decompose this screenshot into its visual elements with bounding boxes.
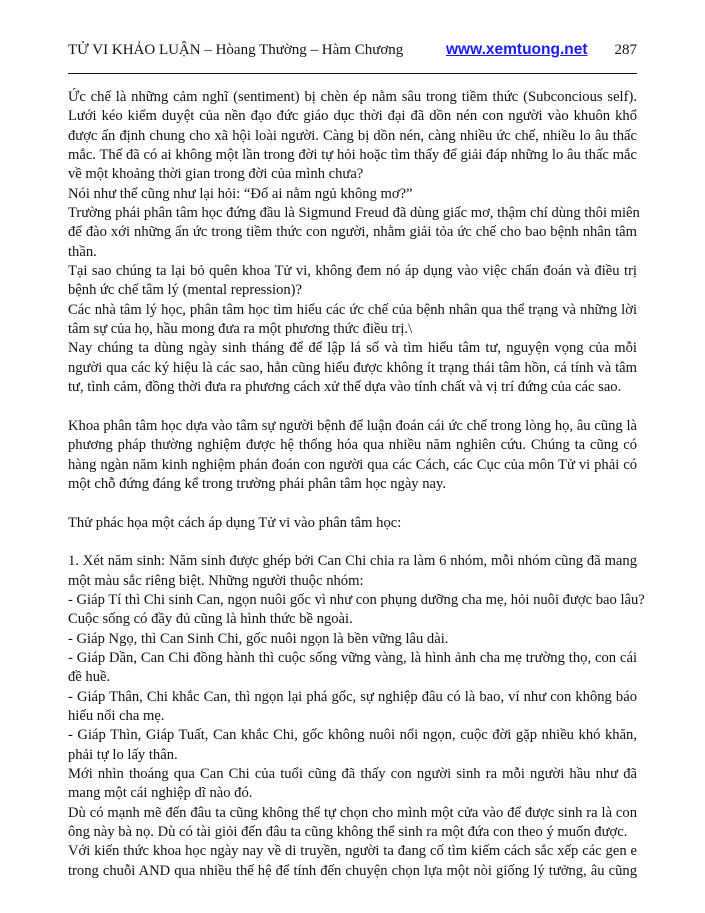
text-line: ông này bà nọ. Dù có tài giỏi đến đâu ta cũng không thể sinh ra một đứa con theo ý muốn được. [68, 824, 628, 841]
text-line: - Giáp Thìn, Giáp Tuất, Can khắc Chi, gốc không nuôi nổi ngọn, cuộc đời gặp nhiều khó khăn, [68, 727, 637, 744]
website-link[interactable]: www.xemtuong.net [446, 41, 588, 58]
text-line: được ấn định chung cho xã hội loài người. Càng bị dồn nén, càng nhiều ức chế, nhiều lo âu thấc [68, 127, 637, 144]
text-line: Với kiến thức khoa học ngày nay về di truyền, người ta đang cố tìm kiếm cách sắc xếp các gen e [68, 843, 637, 860]
text-line: một màu sắc riêng biệt. Những người thuộc nhóm: [68, 572, 364, 589]
text-line: - Giáp Ngọ, thì Can Sinh Chi, gốc nuôi ngọn là bền vững lâu dài. [68, 630, 449, 647]
text-line: tư, tình cảm, đồng thời đưa ra phương cách xử thế dựa vào tính chất và vị trí đứng của các sao. [68, 379, 622, 396]
document-body [68, 88, 645, 881]
text-line: Cuộc sống có đầy đủ cũng là hình thức bề ngoài. [68, 611, 353, 628]
paragraph [68, 649, 637, 688]
paragraph [68, 514, 637, 533]
text-line: phương pháp thường nghiệm được hệ thống hóa qua nhiều năm nghiên cứu. Chúng ta cũng có [68, 437, 637, 454]
text-line: Trường phái phân tâm học đứng đầu là Sigmund Freud đã dùng giấc mơ, thậm chí dùng thôi miên [68, 205, 640, 222]
text-line: Dù có mạnh mẽ đến đâu ta cũng không thể tự chọn cho mình một cửa vào để được sinh ra là con [68, 804, 637, 821]
paragraph [68, 88, 637, 185]
text-line: một chỗ đứng đáng kể trong trường phái phân tâm học ngày nay. [68, 475, 447, 492]
text-line: đề huề. [68, 669, 111, 686]
header-divider [68, 73, 637, 74]
paragraph [68, 185, 637, 204]
paragraph [68, 262, 637, 301]
text-line: Tại sao chúng ta lại bỏ quên khoa Tử vi, không đem nó áp dụng vào việc chẩn đoán và điều trị [68, 263, 637, 280]
text-line: Mới nhìn thoáng qua Can Chi của tuổi cũng đã thấy con người sinh ra mỗi người hầu như đã [68, 766, 637, 783]
paragraph [68, 688, 637, 727]
text-line: mắc. Thế đã có ai không một lần trong đời tự hỏi hoặc tìm thấy để giải đáp những lo âu thấc mắc [68, 147, 637, 164]
text-line: phải tự lo lấy thân. [68, 746, 178, 763]
text-line: Thử phác họa một cách áp dụng Tử vi vào phân tâm học: [68, 514, 402, 531]
text-line: tâm sự của họ, hầu mong đưa ra một phương thức điều trị.\ [68, 321, 413, 338]
text-line: thần. [68, 243, 97, 260]
text-line: 1. Xét năm sinh: Năm sinh được ghép bởi Can Chi chia ra làm 6 nhóm, mỗi nhóm cũng đã mang [68, 553, 637, 570]
header-title: TỬ VI KHẢO LUẬN – Hòang Thường – Hàm Chương [68, 42, 404, 58]
paragraph [68, 417, 637, 494]
text-line: Ức chế là những cảm nghĩ (sentiment) bị chèn ép nằm sâu trong tiềm thức (Subconcious self). [68, 89, 637, 105]
text-line: Các nhà tâm lý học, phân tâm học tìm hiểu các ức chế của bệnh nhân qua thể trạng và những lời [68, 301, 637, 318]
page-header [68, 42, 637, 62]
text-line: trong chuỗi AND qua nhiều thế hệ để tính đến chuyện chọn lựa một nòi giống lý tưởng, âu cũng [68, 862, 637, 879]
page-number: 287 [614, 42, 637, 58]
text-line: mang một cái nghiệp dĩ nào đó. [68, 785, 253, 802]
text-line: Khoa phân tâm học dựa vào tâm sự người bệnh để luận đoán cái ức chế trong lòng họ, âu cũng là [68, 417, 637, 434]
paragraph [68, 726, 637, 765]
text-line: Lưới kéo kiểm duyệt của nền đạo đức giáo dục thời đại đã dồn nén con người vào khuôn khổ [68, 108, 637, 125]
paragraph [68, 630, 637, 649]
paragraph [68, 591, 645, 630]
paragraph [68, 339, 637, 397]
text-line: hàng ngàn năm kinh nghiệm phán đoán con người qua các Cách, các Cục của môn Tử vi phải có [68, 456, 637, 473]
text-line: bệnh ức chế tâm lý (mental repression)? [68, 282, 303, 299]
paragraph [68, 842, 637, 881]
text-line: người qua các ký hiệu là các sao, hẳn cũng hiểu được không ít trạng thái tâm hồn, cá tính và tâm [68, 359, 637, 376]
paragraph [68, 804, 637, 843]
text-line: - Giáp Thân, Chi khắc Can, thì ngọn lại phá gốc, sự nghiệp đâu có là bao, ví như con không báo [68, 688, 637, 705]
text-line: - Giáp Dần, Can Chi đồng hành thì cuộc sống vững vàng, là hình ảnh cha mẹ trường thọ, con cái [68, 649, 637, 666]
text-line: để đào xới những ẩn ức trong tiềm thức con người, nhằm giải tỏa ức chế cho bao bệnh nhân tâm [68, 224, 637, 241]
paragraph [68, 301, 637, 340]
text-line: về một khoảng thời gian trong đời của mình chưa? [68, 166, 364, 183]
text-line: Nay chúng ta dùng ngày sinh tháng để để lập lá số và tìm hiểu tâm tư, nguyện vọng của mỗi [68, 340, 637, 357]
text-line: Nói như thế cũng như lại hỏi: “Đố ai nằm ngủ không mơ?” [68, 185, 413, 202]
paragraph [68, 204, 640, 262]
text-line: hiếu nổi cha mẹ. [68, 708, 165, 724]
text-line: - Giáp Tí thì Chi sinh Can, ngọn nuôi gốc vì như con phụng dưỡng cha mẹ, hỏi nuôi được bao lâu? [68, 591, 645, 608]
paragraph [68, 765, 637, 804]
paragraph [68, 552, 637, 591]
